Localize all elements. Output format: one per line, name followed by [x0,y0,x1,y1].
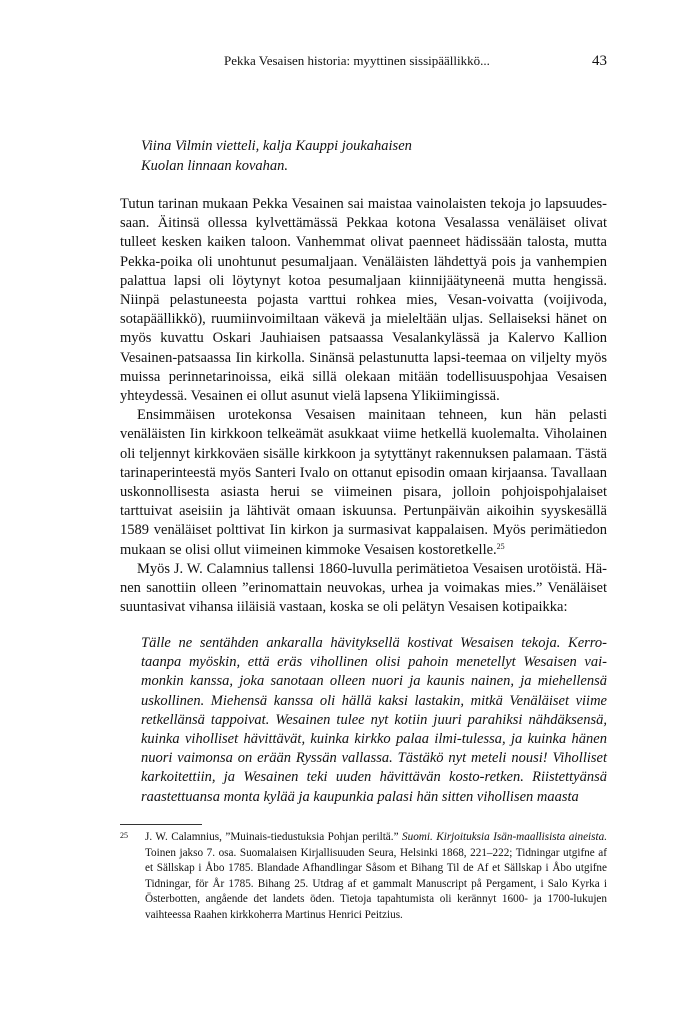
epigraph [141,136,571,176]
footnote [120,830,607,924]
footnote-divider [120,824,202,825]
epigraph-line-2: Kuolan linnaan kovahan. [141,158,289,174]
footnote-reference[interactable]: 25 [496,541,505,551]
block-quote-text: Tälle ne sentähden ankaralla hävityksellä kostivat Wesaisen tekoja. Kerrotaanpa myöskin, että eräs vihollinen olisi pahoin menetellyt Wesaisen vaimonkin kanssa, joka sanotaan olleen nuori ja kaunis nainen, ja miehellensä uskollinen. Miehensä kanssa oli hällä kaksi lastakin, mitkä Venäläiset viime retkellänsä tappoivat. Wesainen tulee nyt kotiin juuri parahiksi nähdäksensä, kuinka viholliset hävittävät, kuinka kirkko palaa ilmi-tulessa, ja kuinka hänen nuori vaimonsa on erään Ryssän vallassa. Tästäkö nyt meteli nousi! Viholliset karkoitettiin, ja Wesainen teki uuden hävittävän kosto-retken. Riistettyänsä raastettuansa monta kylää ja kaupunkia palasi hän sitten vihollisen maasta [141,635,607,805]
footnote-italic-title: Suomi. Kirjoituksia Isän-maallisista aineista. [402,831,607,843]
running-title: Pekka Vesaisen historia: myyttinen sissipäällikkö... [224,53,490,68]
footnote-part-1: J. W. Calamnius, ”Muinais-tiedustuksia Pohjan periltä.” [145,831,403,843]
footnote-number: 25 [120,831,128,840]
page-number: 43 [592,53,607,69]
paragraph-3: Myös J. W. Calamnius tallensi 1860-luvulla perimätietoa Vesaisen urotöistä. Hänen sanottiin olleen ”erinomattain neuvokas, urhea ja voimakas mies.” Venäläiset suuntasivat vihansa iiläisiä vastaan, koska se oli pelätyn Vesaisen kotipaikka: [120,560,607,616]
body-text [120,195,607,617]
block-quote [141,634,607,807]
paragraph-2 [120,406,607,560]
epigraph-line-1: Viina Vilmin vietteli, kalja Kauppi joukahaisen [141,138,412,154]
footnote-part-2: Toinen jakso 7. osa. Suomalaisen Kirjallisuuden Seura, Helsinki 1868, 221–222; Tidningar utgifne af et Sällskap i Åbo 1785. Blandade Afhandlingar Såsom et Bihang Til de Af et Sällskap i Åbo utgifne Tidningar, för År 1785. Bihang 25. Utdrag af et gammalt Manuscript på Pergament, i Salo Kyrka i Österbotten, angående det landets öden. Tietoja tapahtumista oli kerännyt 1600- ja 1700-lukujen vaihteessa Raahen kirkkoherra Martinus Henrici Peitzius. [145,846,607,921]
paragraph-1: Tutun tarinan mukaan Pekka Vesainen sai maistaa vainolaisten tekoja jo lapsuudessaan. Äitinsä ollessa kylvettämässä Pekkaa kotona Vesalassa venäläiset olivat tulleet kesken kaiken taloon. Vanhemmat olivat paenneet hädissään talosta, mutta Pekka-poika oli unohtunut pesumaljaan. Venäläisten lähdettyä pois ja vanhempien palattua lapsi oli löytynyt kotoa pesumaljaan kiinnijäätyneenä mutta hengissä. Niinpä pelastuneesta pojasta varttui rohkea mies, Vesan-voivatta (voijivoda, sotapäällikkö), ruumiinvoimiltaan väkevä ja mieleltään uljas. Sellaiseksi hänet on myös kuvattu Oskari Jauhiaisen patsaassa Vesalankylässä ja Kalervo Kallion Vesainen-patsaassa Iin kirkolla. Sinänsä pelastunutta lapsi-teemaa on viljelty myös muissa perinnetarinoissa, eikä sillä olekaan mitään todellisuuspohjaa Vesaisen yhteydessä. Vesainen ei ollut asunut vielä lapsena Ylikiimingissä. [120,196,607,405]
footnote-text [145,830,607,924]
paragraph-2-text: Ensimmäisen urotekonsa Vesaisen mainitaan tehneen, kun hän pelasti venäläisten Iin kirkkoon telkeämät asukkaat viime hetkellä kuolemalta. Viholainen oli teljennyt kirkkoväen sisälle kirkkoon ja sytyttänyt rakennuksen palamaan. Tästä tarinaperinteestä myös Santeri Ivalo on ottanut episodin omaan kirjaansa. Tavallaan uskonnollisesta asiasta herui se viimeinen pisara, jolloin pohjoispohjalaiset tarttuivat aseisiin ja lähtivät omaan iskuunsa. Pertunpäivän aikoihin syyskesällä 1589 venäläiset polttivat Iin kirkon ja surmasivat kappalaisen. Myös perimätiedon mukaan se olisi ollut viimeinen kimmoke Vesaisen kostoretkelle. [120,407,607,558]
